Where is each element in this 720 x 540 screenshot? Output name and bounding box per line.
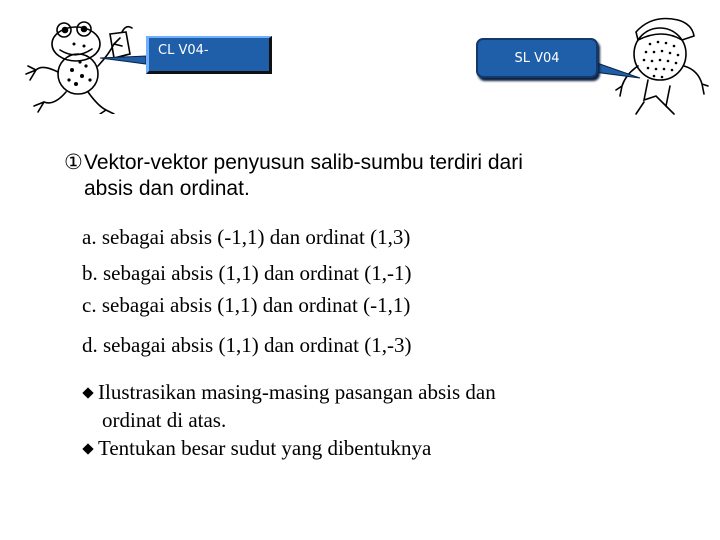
task-list (82, 378, 496, 462)
main-point (64, 150, 523, 202)
sl-callout-box (476, 38, 598, 78)
task-1-line-1: Ilustrasikan masing-masing pasangan absis dan (98, 380, 496, 404)
cl-pointer (100, 56, 146, 64)
diamond-bullet-icon (82, 443, 93, 454)
point-line-2: absis dan ordinat. (84, 177, 250, 200)
task-2-text: Tentukan besar sudut yang dibentuknya (98, 436, 432, 460)
diamond-bullet-icon (82, 387, 93, 398)
option-c: c. sebagai absis (1,1) dan ordinat (-1,1) (82, 293, 411, 317)
cl-callout-box (146, 36, 272, 74)
sl-label: SL V04 (514, 50, 560, 66)
circled-number-marker: ① (64, 151, 83, 174)
task-item-2 (82, 434, 496, 462)
callout-pointer-lines (0, 0, 720, 120)
cl-label: CL V04- (158, 43, 209, 58)
option-d: d. sebagai absis (1,1) dan ordinat (1,-3) (82, 333, 412, 357)
task-1-line-2: ordinat di atas. (102, 408, 227, 432)
sl-pointer (594, 62, 640, 78)
point-line-1: Vektor-vektor penyusun salib-sumbu terdiri dari (84, 151, 523, 174)
option-a: a. sebagai absis (-1,1) dan ordinat (1,3) (82, 225, 411, 249)
task-item-1 (82, 378, 496, 406)
option-b: b. sebagai absis (1,1) dan ordinat (1,-1) (82, 261, 412, 285)
